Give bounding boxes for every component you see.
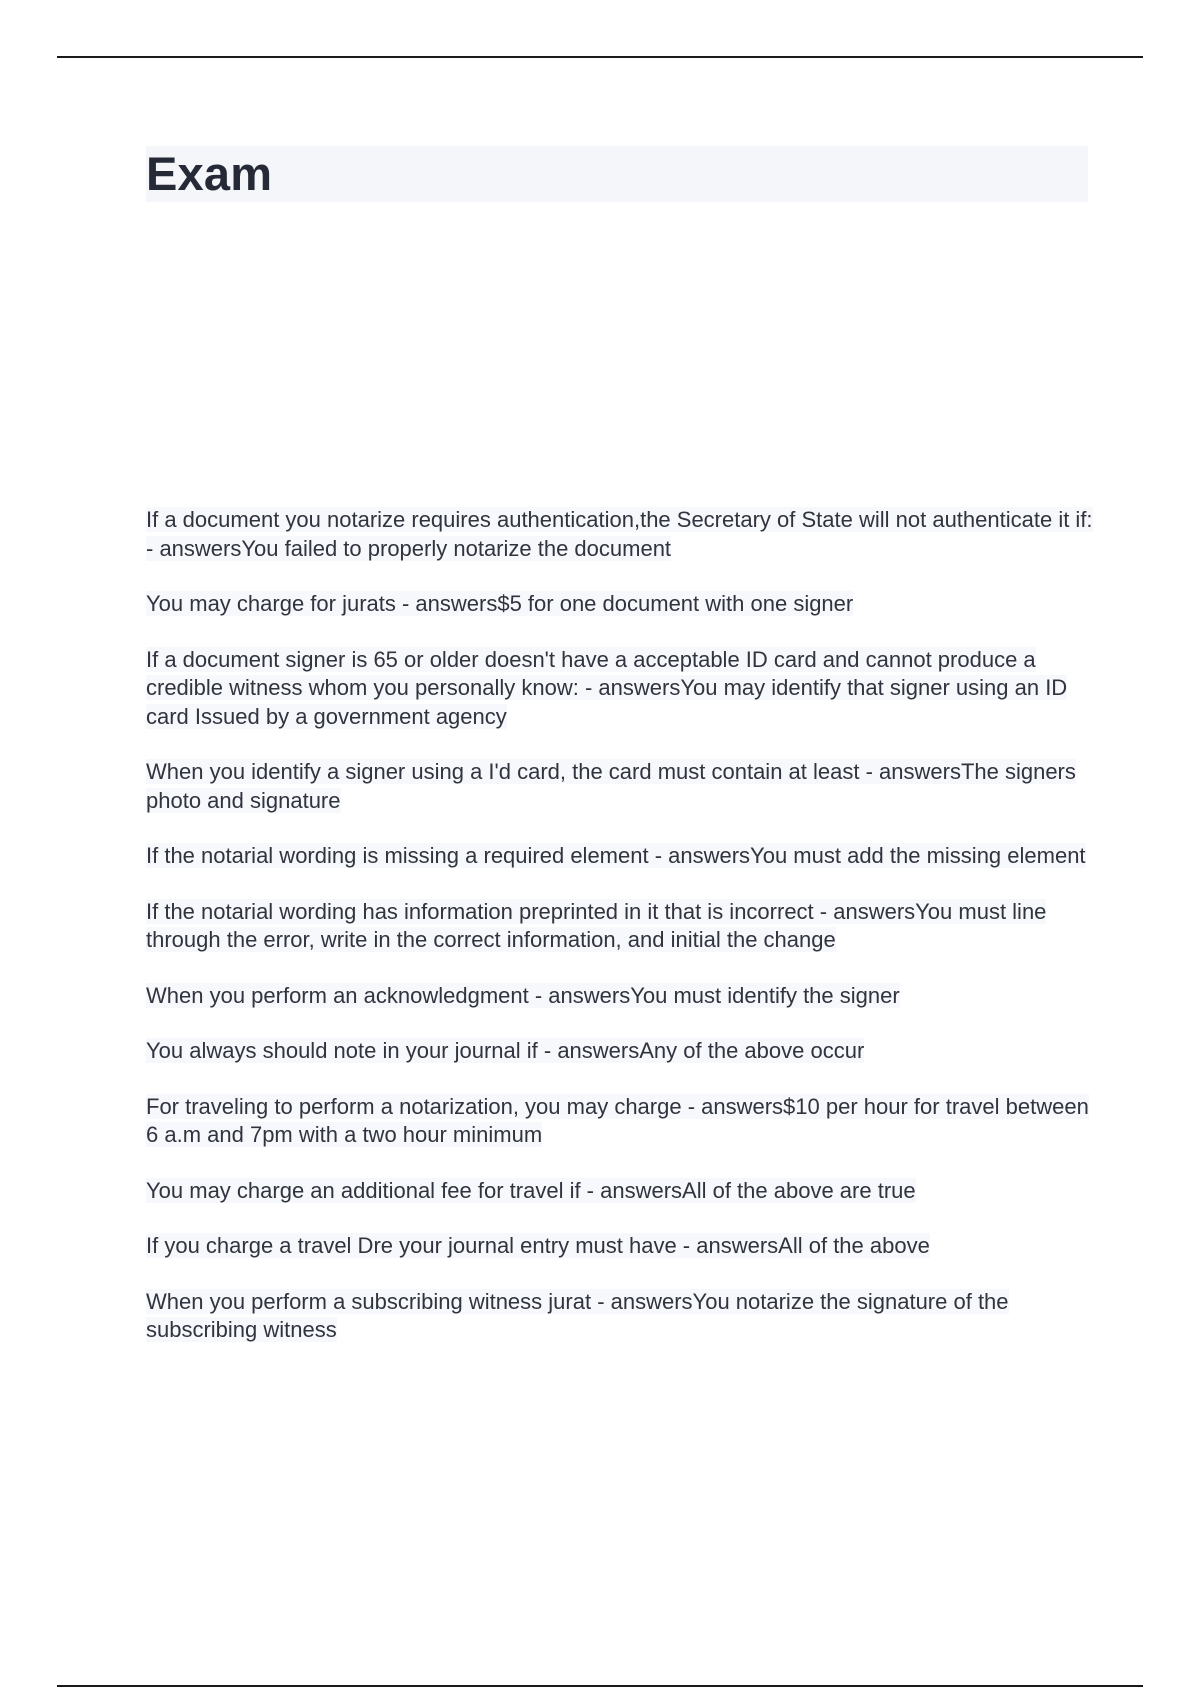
qa-item — [146, 898, 1096, 955]
qa-text: When you perform a subscribing witness jurat - answersYou notarize the signature of the subscribing witness — [146, 1288, 1009, 1342]
qa-text: If the notarial wording is missing a required element - answersYou must add the missing element — [146, 843, 1086, 868]
qa-text: When you identify a signer using a I'd card, the card must contain at least - answersThe signers photo and signature — [146, 759, 1076, 813]
qa-text: You may charge an additional fee for travel if - answersAll of the above are true — [146, 1177, 916, 1203]
qa-item — [146, 1093, 1096, 1150]
qa-item — [146, 982, 1096, 1011]
qa-text: If a document signer is 65 or older doesn't have a acceptable ID card and cannot produce a credible witness whom you personally know: - answersYou may identify that signer using an ID card Issued by a government agency — [146, 646, 1068, 729]
qa-item — [146, 1037, 1096, 1066]
qa-text: If you charge a travel Dre your journal entry must have - answersAll of the above — [146, 1233, 930, 1258]
bottom-rule — [57, 1685, 1143, 1687]
qa-text: For traveling to perform a notarization, you may charge - answers$10 per hour for travel between 6 a.m and 7pm with a two hour minimum — [146, 1093, 1089, 1147]
qa-item — [146, 758, 1096, 815]
qa-text: You may charge for jurats - answers$5 for one document with one signer — [146, 591, 854, 616]
qa-item — [146, 842, 1096, 871]
qa-item — [146, 590, 1096, 619]
qa-text: If the notarial wording has information preprinted in it that is incorrect - answersYou must line through the error, write in the correct information, and initial the change — [146, 898, 1047, 952]
top-rule — [57, 56, 1143, 58]
qa-text: If a document you notarize requires authentication,the Secretary of State will not authenticate it if: - answersYou failed to properly notarize the document — [146, 507, 1093, 561]
qa-item — [146, 646, 1096, 732]
qa-item — [146, 506, 1096, 563]
qa-item — [146, 1232, 1096, 1261]
qa-item — [146, 1177, 1096, 1206]
title-background — [146, 146, 1088, 202]
page-title: Exam — [146, 147, 273, 200]
question-answer-list — [146, 506, 1096, 1372]
qa-text: You always should note in your journal if - answersAny of the above occur — [146, 1038, 865, 1063]
qa-text: When you perform an acknowledgment - answersYou must identify the signer — [146, 982, 900, 1008]
qa-item — [146, 1288, 1096, 1345]
